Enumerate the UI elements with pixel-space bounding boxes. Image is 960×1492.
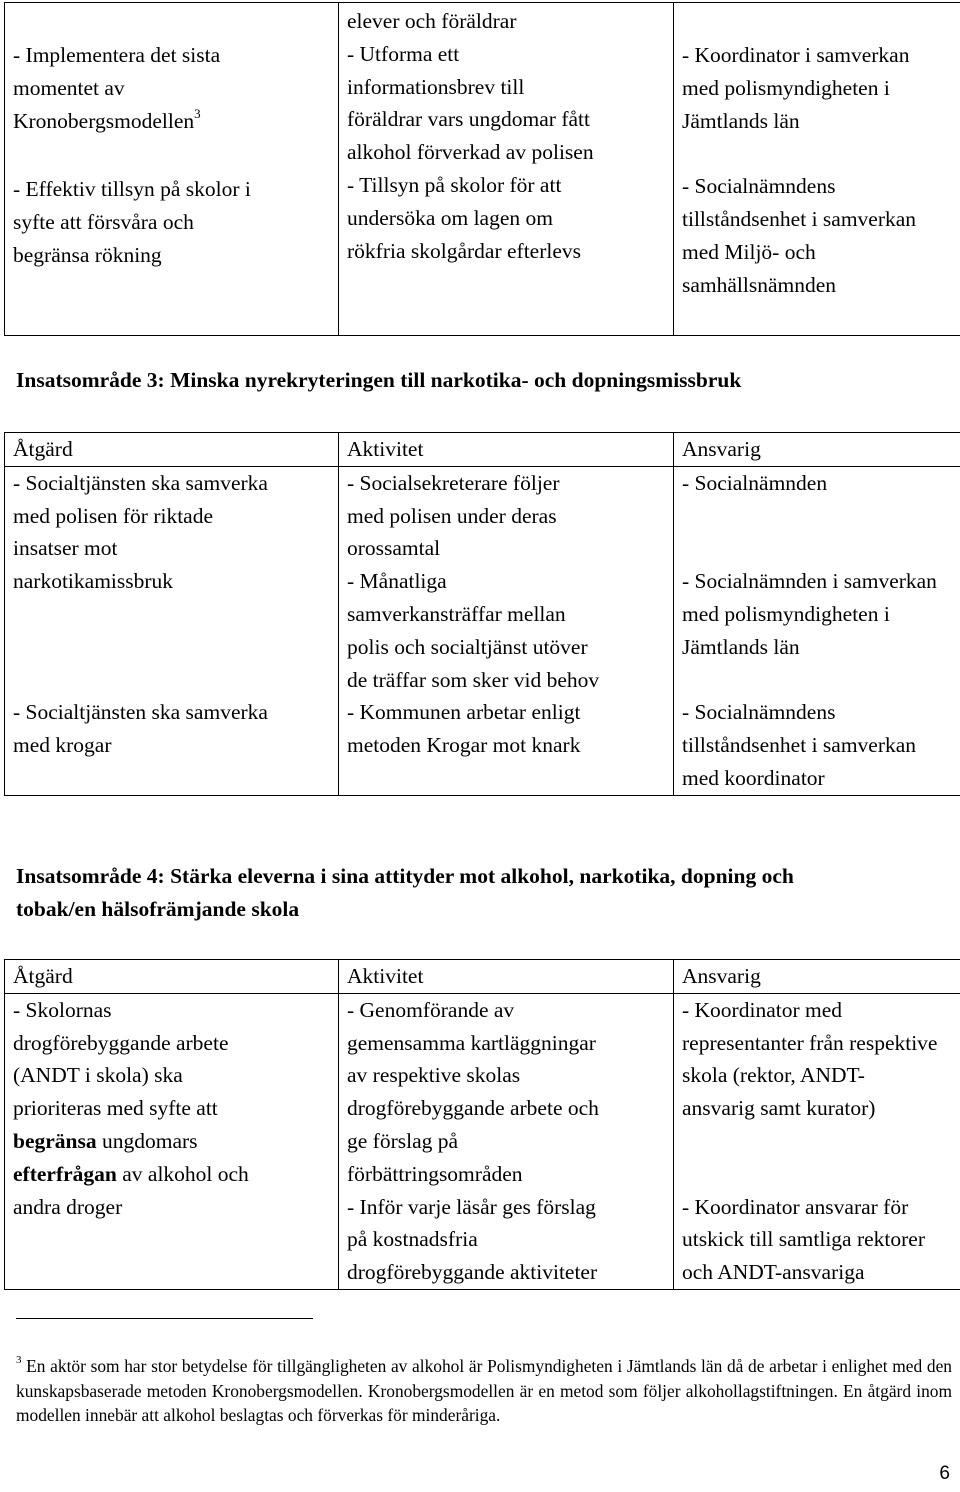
text-line: med polismyndigheten i: [682, 75, 890, 100]
text-line: och ANDT-ansvariga: [682, 1260, 865, 1285]
spacer: [13, 631, 330, 664]
text-line: föräldrar vars ungdomar fått: [347, 107, 590, 132]
text-line: av respektive skolas: [347, 1063, 521, 1088]
footnote: [16, 1354, 952, 1428]
heading-line: Insatsområde 4: Stärka eleverna i sina attityder mot alkohol, narkotika, dopning och: [16, 864, 794, 888]
text-line: - Socialtjänsten ska samverka: [13, 700, 268, 725]
text-line: tillståndsenhet i samverkan: [682, 733, 917, 758]
spacer: [682, 500, 960, 533]
text-line: med polismyndigheten i: [682, 601, 890, 626]
text: av alkohol och: [116, 1161, 249, 1186]
section-heading: Insatsområde 3: Minska nyrekryteringen till narkotika- och dopningsmissbruk: [16, 368, 742, 392]
table1-col1: [5, 3, 339, 336]
column-header: Åtgärd: [5, 433, 339, 467]
column-header: Ansvarig: [674, 960, 960, 994]
text-line: gemensamma kartläggningar: [347, 1030, 596, 1055]
text-line: utskick till samtliga rektorer: [682, 1227, 926, 1252]
text-line: de träffar som sker vid behov: [347, 667, 600, 692]
section-heading: [16, 860, 936, 926]
text-line: ansvarig samt kurator): [682, 1096, 876, 1121]
section3-col2: [339, 466, 674, 795]
section3-col3: [674, 466, 960, 795]
spacer: [682, 664, 960, 697]
text-line: med polisen under deras: [347, 503, 557, 528]
text-line: - Koordinator ansvarar för: [682, 1194, 909, 1219]
text-line: orossamtal: [347, 536, 441, 561]
text-line: drogförebyggande arbete och: [347, 1096, 599, 1121]
text-line: skola (rektor, ANDT-: [682, 1063, 865, 1088]
spacer: [13, 598, 330, 631]
text-line: prioriteras med syfte att: [13, 1096, 218, 1121]
table1-col2: [339, 3, 674, 336]
footnote-text: En aktör som har stor betydelse för tillgängligheten av alkohol är Polismyndigheten i Jämtlands län då de arbetar i enlighet med den kunskapsbaserade metoden Kronobergsmodellen. Kronobergsmodellen är en metod som följer alkohollagstiftningen. En åtgärd inom modellen innebär att alkohol beslagtas och förverkas för minderåriga.: [16, 1356, 952, 1426]
spacer: [682, 137, 960, 170]
section4-col2: [339, 993, 674, 1289]
table1-col3: [674, 3, 960, 336]
text-line: representanter från respektive: [682, 1030, 938, 1055]
column-header: Åtgärd: [5, 960, 339, 994]
spacer: [682, 1158, 960, 1191]
text-line: (ANDT i skola) ska: [13, 1063, 183, 1088]
text-line: [13, 105, 330, 141]
section3-col1: [5, 466, 339, 795]
text-line: med koordinator: [682, 765, 825, 790]
text-line: - Socialnämnden: [682, 470, 828, 495]
text-line: - Socialtjänsten ska samverka: [13, 470, 268, 495]
text-line: - Effektiv tillsyn på skolor i: [13, 177, 251, 202]
footnote-ref: 3: [194, 105, 201, 121]
text-line: med krogar: [13, 733, 112, 758]
text-line: Jämtlands län: [682, 108, 800, 133]
page-number: 6: [939, 1463, 950, 1484]
text-line: med Miljö- och: [682, 239, 816, 264]
spacer: [13, 664, 330, 697]
text-line: rökfria skolgårdar efterlevs: [347, 238, 582, 263]
text-line: metoden Krogar mot knark: [347, 733, 581, 758]
text-line: förbättringsområden: [347, 1161, 523, 1186]
text-line: [13, 1125, 330, 1158]
text-line: alkohol förverkad av polisen: [347, 140, 594, 165]
text-line: - Skolornas: [13, 997, 112, 1022]
text-line: drogförebyggande arbete: [13, 1030, 229, 1055]
text-line: elever och föräldrar: [347, 9, 517, 33]
text-line: - Socialnämndens: [682, 700, 836, 725]
text-line: ge förslag på: [347, 1128, 459, 1153]
column-header: Aktivitet: [339, 433, 674, 467]
text-line: insatser mot: [13, 536, 118, 561]
text-line: drogförebyggande aktiviteter: [347, 1260, 598, 1285]
text-line: syfte att försvåra och: [13, 209, 194, 234]
heading-line: tobak/en hälsofrämjande skola: [16, 897, 300, 921]
text-line: samhällsnämnden: [682, 272, 837, 297]
text-line: - Koordinator i samverkan: [682, 43, 910, 67]
bold-text: efterfrågan: [13, 1161, 117, 1186]
text-line: samverkansträffar mellan: [347, 601, 566, 626]
spacer: [13, 140, 330, 173]
text-line: [13, 1158, 330, 1191]
text-line: på kostnadsfria: [347, 1227, 478, 1252]
text-line: med polisen för riktade: [13, 503, 214, 528]
spacer: [682, 1125, 960, 1158]
text-line: - Socialnämnden i samverkan: [682, 569, 937, 594]
text-line: - Genomförande av: [347, 997, 515, 1022]
text-line: momentet av: [13, 75, 125, 100]
column-header: Aktivitet: [339, 960, 674, 994]
text-line: - Tillsyn på skolor för att: [347, 172, 562, 197]
section4-col1: [5, 993, 339, 1289]
text-line: undersöka om lagen om: [347, 205, 553, 230]
text-line: - Koordinator med: [682, 997, 843, 1022]
bold-text: begränsa: [13, 1128, 97, 1153]
text-line: tillståndsenhet i samverkan: [682, 206, 917, 231]
text: ungdomars: [96, 1128, 198, 1153]
text-line: informationsbrev till: [347, 74, 525, 99]
text-line: - Socialnämndens: [682, 174, 836, 199]
text-line: - Inför varje läsår ges förslag: [347, 1194, 596, 1219]
text-line: - Implementera det sista: [13, 43, 221, 67]
text-line: - Utforma ett: [347, 41, 460, 66]
footnote-divider: [16, 1318, 313, 1319]
text-line: - Kommunen arbetar enligt: [347, 700, 581, 725]
text-line: begränsa rökning: [13, 242, 162, 267]
table-section3: [4, 432, 960, 796]
text-line: narkotikamissbruk: [13, 569, 174, 594]
table-section4: [4, 959, 960, 1290]
text-line: polis och socialtjänst utöver: [347, 634, 588, 659]
text-line: andra droger: [13, 1194, 123, 1219]
text: Kronobergsmodellen: [13, 108, 195, 133]
text-line: Jämtlands län: [682, 634, 800, 659]
text-line: - Månatliga: [347, 569, 447, 594]
spacer: [682, 532, 960, 565]
text-line: - Socialsekreterare följer: [347, 470, 560, 495]
column-header: Ansvarig: [674, 433, 960, 467]
footnote-number: 3: [16, 1354, 22, 1366]
section4-col3: [674, 993, 960, 1289]
table-continued: [4, 2, 960, 336]
